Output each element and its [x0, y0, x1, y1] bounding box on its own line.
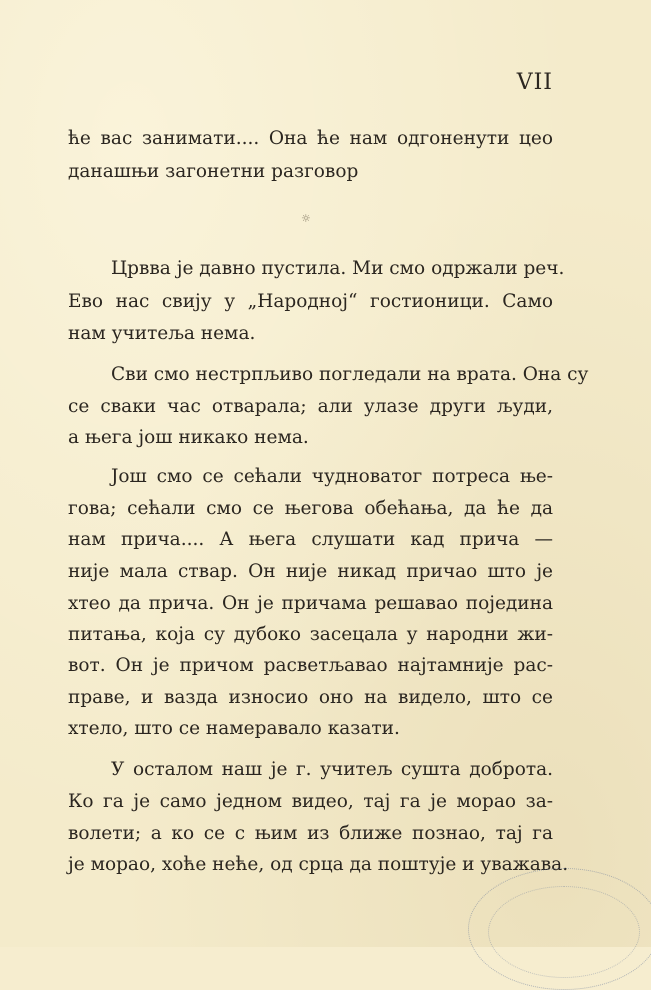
text-line: се сваки час отварала; али улазе други људи, [68, 396, 553, 417]
text-line: волети; а ко се с њим из ближе познао, тај га [68, 823, 553, 844]
text-line: Још смо се сећали чудноватог потреса ње- [111, 466, 553, 487]
text-line: данашњи загонетни разговор [68, 161, 359, 182]
text-line: је морао, хоће неће, од срца да поштује и уважава. [68, 854, 569, 875]
text-line: ће вас занимати.... Она ће нам одгоненути цео [68, 128, 553, 149]
text-line: хтело, што се намеравало казати. [68, 718, 400, 739]
text-line: Ко га је само једном видео, тај га је морао за- [68, 791, 553, 812]
page-number: VII [516, 70, 553, 95]
text-line: вот. Он је причом расветљавао најтамније рас- [68, 655, 553, 676]
text-line: питања, која су дубоко засецала у народни жи- [68, 624, 553, 645]
text-line: није мала ствар. Он није никад причао што је [68, 561, 553, 582]
text-line: а њега још никако нема. [68, 427, 309, 448]
text-line: Сви смо нестрпљиво погледали на врата. Она су [111, 364, 589, 385]
text-line: праве, и вазда износио оно на видело, што се [68, 687, 553, 708]
text-line: хтео да прича. Он је причама решавао поједина [68, 593, 553, 614]
text-line: нам прича.... А њега слушати кад прича — [68, 529, 553, 550]
library-stamp-inner-ring [488, 886, 640, 978]
text-line: Црвва је давно пустила. Ми смо одржали реч. [111, 258, 565, 279]
text-line: Ево нас свију у „Народној“ гостионици. Само [68, 291, 553, 312]
text-line: У осталом наш је г. учитељ сушта доброта. [111, 759, 553, 780]
section-ornament: ☼ [301, 212, 311, 225]
text-line: гова; сећали смо се његова обећања, да ће да [68, 498, 553, 519]
text-line: нам учитеља нема. [68, 323, 256, 344]
